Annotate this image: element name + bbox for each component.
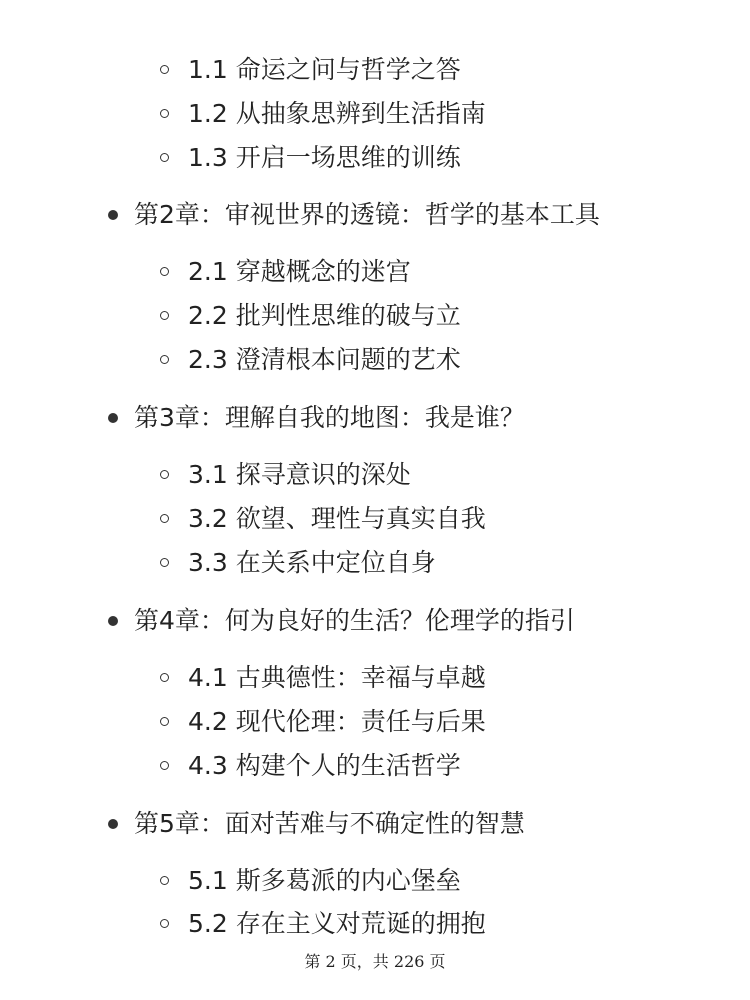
- toc-chapter-label: 第4章：何为良好的生活？伦理学的指引: [134, 606, 575, 635]
- toc-section-item: [160, 746, 461, 786]
- toc-section-item: [160, 861, 461, 901]
- circle-bullet-icon: [160, 65, 169, 74]
- toc-chapter-label: 第3章：理解自我的地图：我是谁？: [134, 403, 525, 432]
- page-number-footer: 第 2 页，共 226 页: [304, 952, 446, 971]
- toc-section-item: [160, 702, 486, 742]
- toc-section-label: 4.2 现代伦理：责任与后果: [188, 707, 486, 736]
- toc-chapter-label: 第5章：面对苦难与不确定性的智慧: [134, 809, 525, 838]
- toc-section-item: [160, 499, 486, 539]
- toc-section-label: 4.1 古典德性：幸福与卓越: [188, 663, 486, 692]
- circle-bullet-icon: [160, 470, 169, 479]
- toc-section-label: 1.1 命运之问与哲学之答: [188, 55, 461, 84]
- circle-bullet-icon: [160, 355, 169, 364]
- toc-section-label: 1.2 从抽象思辨到生活指南: [188, 99, 486, 128]
- toc-section-label: 3.1 探寻意识的深处: [188, 460, 411, 489]
- toc-section-label: 3.2 欲望、理性与真实自我: [188, 504, 486, 533]
- toc-chapter-item: [108, 195, 600, 235]
- toc-section-item: [160, 94, 486, 134]
- toc-section-item: [160, 543, 436, 583]
- toc-section-item: [160, 904, 486, 944]
- circle-bullet-icon: [160, 673, 169, 682]
- disc-bullet-icon: [108, 413, 118, 423]
- toc-section-label: 5.1 斯多葛派的内心堡垒: [188, 866, 461, 895]
- disc-bullet-icon: [108, 819, 118, 829]
- toc-section-item: [160, 455, 411, 495]
- toc-section-item: [160, 138, 461, 178]
- toc-section-item: [160, 252, 411, 292]
- toc-chapter-label: 第2章：审视世界的透镜：哲学的基本工具: [134, 200, 600, 229]
- toc-section-label: 2.2 批判性思维的破与立: [188, 301, 461, 330]
- toc-section-label: 5.2 存在主义对荒诞的拥抱: [188, 909, 486, 938]
- toc-chapter-item: [108, 804, 525, 844]
- circle-bullet-icon: [160, 514, 169, 523]
- toc-chapter-item: [108, 398, 525, 438]
- circle-bullet-icon: [160, 919, 169, 928]
- circle-bullet-icon: [160, 109, 169, 118]
- toc-section-label: 2.1 穿越概念的迷宫: [188, 257, 411, 286]
- circle-bullet-icon: [160, 267, 169, 276]
- toc-section-item: [160, 50, 461, 90]
- toc-section-item: [160, 658, 486, 698]
- toc-section-label: 3.3 在关系中定位自身: [188, 548, 436, 577]
- circle-bullet-icon: [160, 153, 169, 162]
- circle-bullet-icon: [160, 558, 169, 567]
- toc-section-label: 4.3 构建个人的生活哲学: [188, 751, 461, 780]
- circle-bullet-icon: [160, 761, 169, 770]
- toc-section-item: [160, 296, 461, 336]
- disc-bullet-icon: [108, 210, 118, 220]
- circle-bullet-icon: [160, 876, 169, 885]
- toc-section-label: 2.3 澄清根本问题的艺术: [188, 345, 461, 374]
- disc-bullet-icon: [108, 616, 118, 626]
- toc-chapter-item: [108, 601, 575, 641]
- toc-section-label: 1.3 开启一场思维的训练: [188, 143, 461, 172]
- toc-section-item: [160, 340, 461, 380]
- circle-bullet-icon: [160, 311, 169, 320]
- circle-bullet-icon: [160, 717, 169, 726]
